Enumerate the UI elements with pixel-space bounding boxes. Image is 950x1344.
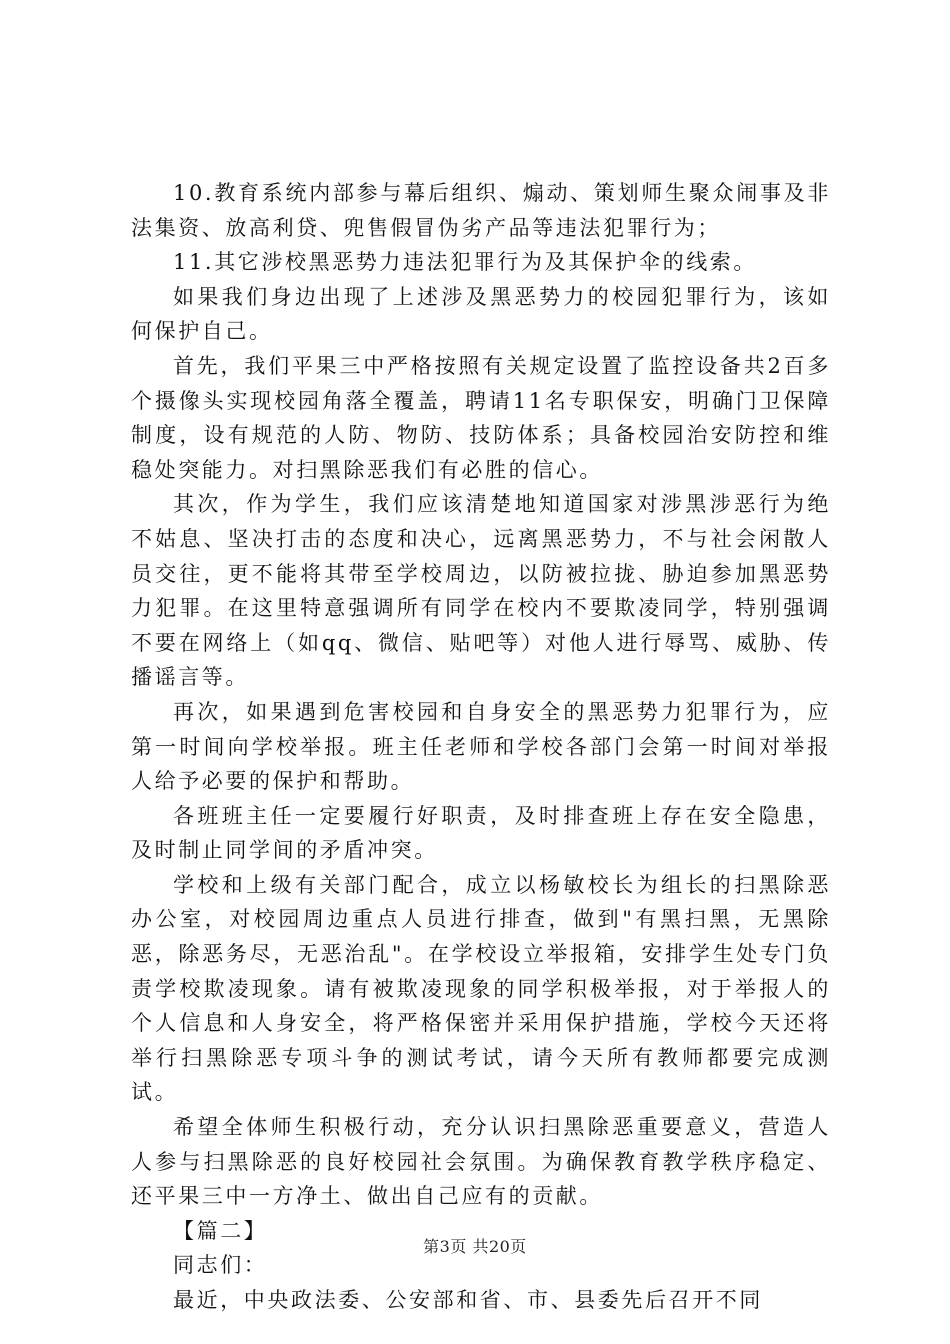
paragraph-second: 其次，作为学生，我们应该清楚地知道国家对涉黑涉恶行为绝不姑息、坚决打击的态度和决心，远离黑恶势力，不与社会闲散人员交往，更不能将其带至学校周边，以防被拉拢、胁迫参加黑恶势力犯罪。在这里特意强调所有同学在校内不要欺凌同学，特别强调不要在网络上（如qq、微信、贴吧等）对他人进行辱骂、威胁、传播谣言等。 [131, 492, 831, 690]
paragraph-item-10: 10.教育系统内部参与幕后组织、煽动、策划师生聚众闹事及非法集资、放高利贷、兜售假冒伪劣产品等违法犯罪行为； [131, 181, 831, 240]
greeting: 同志们： [173, 1253, 268, 1278]
paragraph-recently: 最近，中央政法委、公安部和省、市、县委先后召开不同 [173, 1288, 763, 1312]
document-body [131, 176, 831, 1318]
paragraph-self-protection: 如果我们身边出现了上述涉及黑恶势力的校园犯罪行为，该如何保护自己。 [131, 284, 831, 344]
paragraph-school-office: 学校和上级有关部门配合，成立以杨敏校长为组长的扫黑除恶办公室，对校园周边重点人员进行排查，做到"有黑扫黑，无黑除恶，除恶务尽，无恶治乱"。在学校设立举报箱，安排学生处专门负责学校欺凌现象。请有被欺凌现象的同学积极举报，对于举报人的个人信息和人身安全，将严格保密并采用保护措施，学校今天还将举行扫黑除恶专项斗争的测试考试，请今天所有教师都要完成测试。 [131, 872, 831, 1105]
paragraph-hope: 希望全体师生积极行动，充分认识扫黑除恶重要意义，营造人人参与扫黑除恶的良好校园社会氛围。为确保教育教学秩序稳定、还平果三中一方净土、做出自己应有的贡献。 [131, 1115, 831, 1209]
paragraph-third: 再次，如果遇到危害校园和自身安全的黑恶势力犯罪行为，应第一时间向学校举报。班主任老师和学校各部门会第一时间对举报人给予必要的保护和帮助。 [131, 699, 831, 794]
paragraph-class-teachers: 各班班主任一定要履行好职责，及时排查班上存在安全隐患，及时制止同学间的矛盾冲突。 [131, 803, 831, 863]
paragraph-first: 首先，我们平果三中严格按照有关规定设置了监控设备共2百多个摄像头实现校园角落全覆盖，聘请11名专职保安，明确门卫保障制度，设有规范的人防、物防、技防体系；具备校园治安防控和维稳处突能力。对扫黑除恶我们有必胜的信心。 [131, 353, 831, 482]
section-heading: 【篇二】 [173, 1218, 268, 1243]
paragraph-item-11: 11.其它涉校黑恶势力违法犯罪行为及其保护伞的线索。 [173, 250, 757, 275]
page-footer: 第3页 共20页 [423, 1237, 527, 1256]
